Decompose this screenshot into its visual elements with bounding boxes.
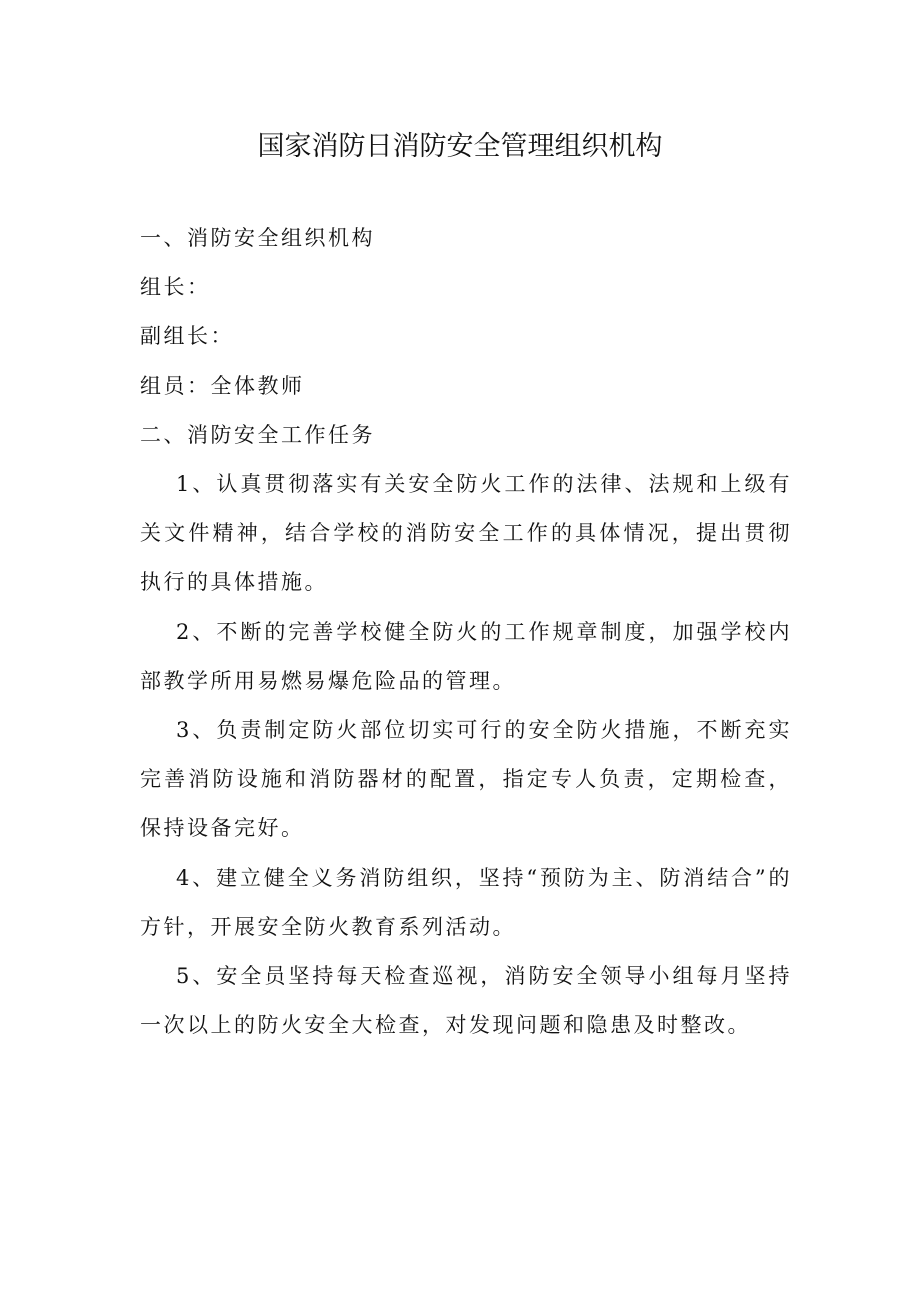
- members-line: 组员：全体教师: [140, 373, 305, 398]
- section-heading-organization: 一、消防安全组织机构: [140, 226, 375, 250]
- task-item-2: 2、不断的完善学校健全防火的工作规章制度，加强学校内部教学所用易燃易爆危险品的管理。: [140, 619, 792, 693]
- document-body: [140, 214, 792, 1050]
- leader-line: 组长：: [140, 275, 211, 300]
- task-item-5: 5、安全员坚持每天检查巡视，消防安全领导小组每月坚持一次以上的防火安全大检查，对发现问题和隐患及时整改。: [140, 964, 792, 1038]
- task-item-1: 1、认真贯彻落实有关安全防火工作的法律、法规和上级有关文件精神，结合学校的消防安全工作的具体情况，提出贯彻执行的具体措施。: [140, 472, 792, 595]
- task-item-3: 3、负责制定防火部位切实可行的安全防火措施，不断充实完善消防设施和消防器材的配置，指定专人负责，定期检查，保持设备完好。: [140, 718, 792, 841]
- document-title: 国家消防日消防安全管理组织机构: [257, 131, 663, 162]
- section-heading-tasks: 二、消防安全工作任务: [140, 422, 375, 447]
- deputy-leader-line: 副组长：: [140, 324, 234, 349]
- task-item-4: 4、建立健全义务消防组织，坚持“预防为主、防消结合”的方针，开展安全防火教育系列活动。: [140, 865, 792, 939]
